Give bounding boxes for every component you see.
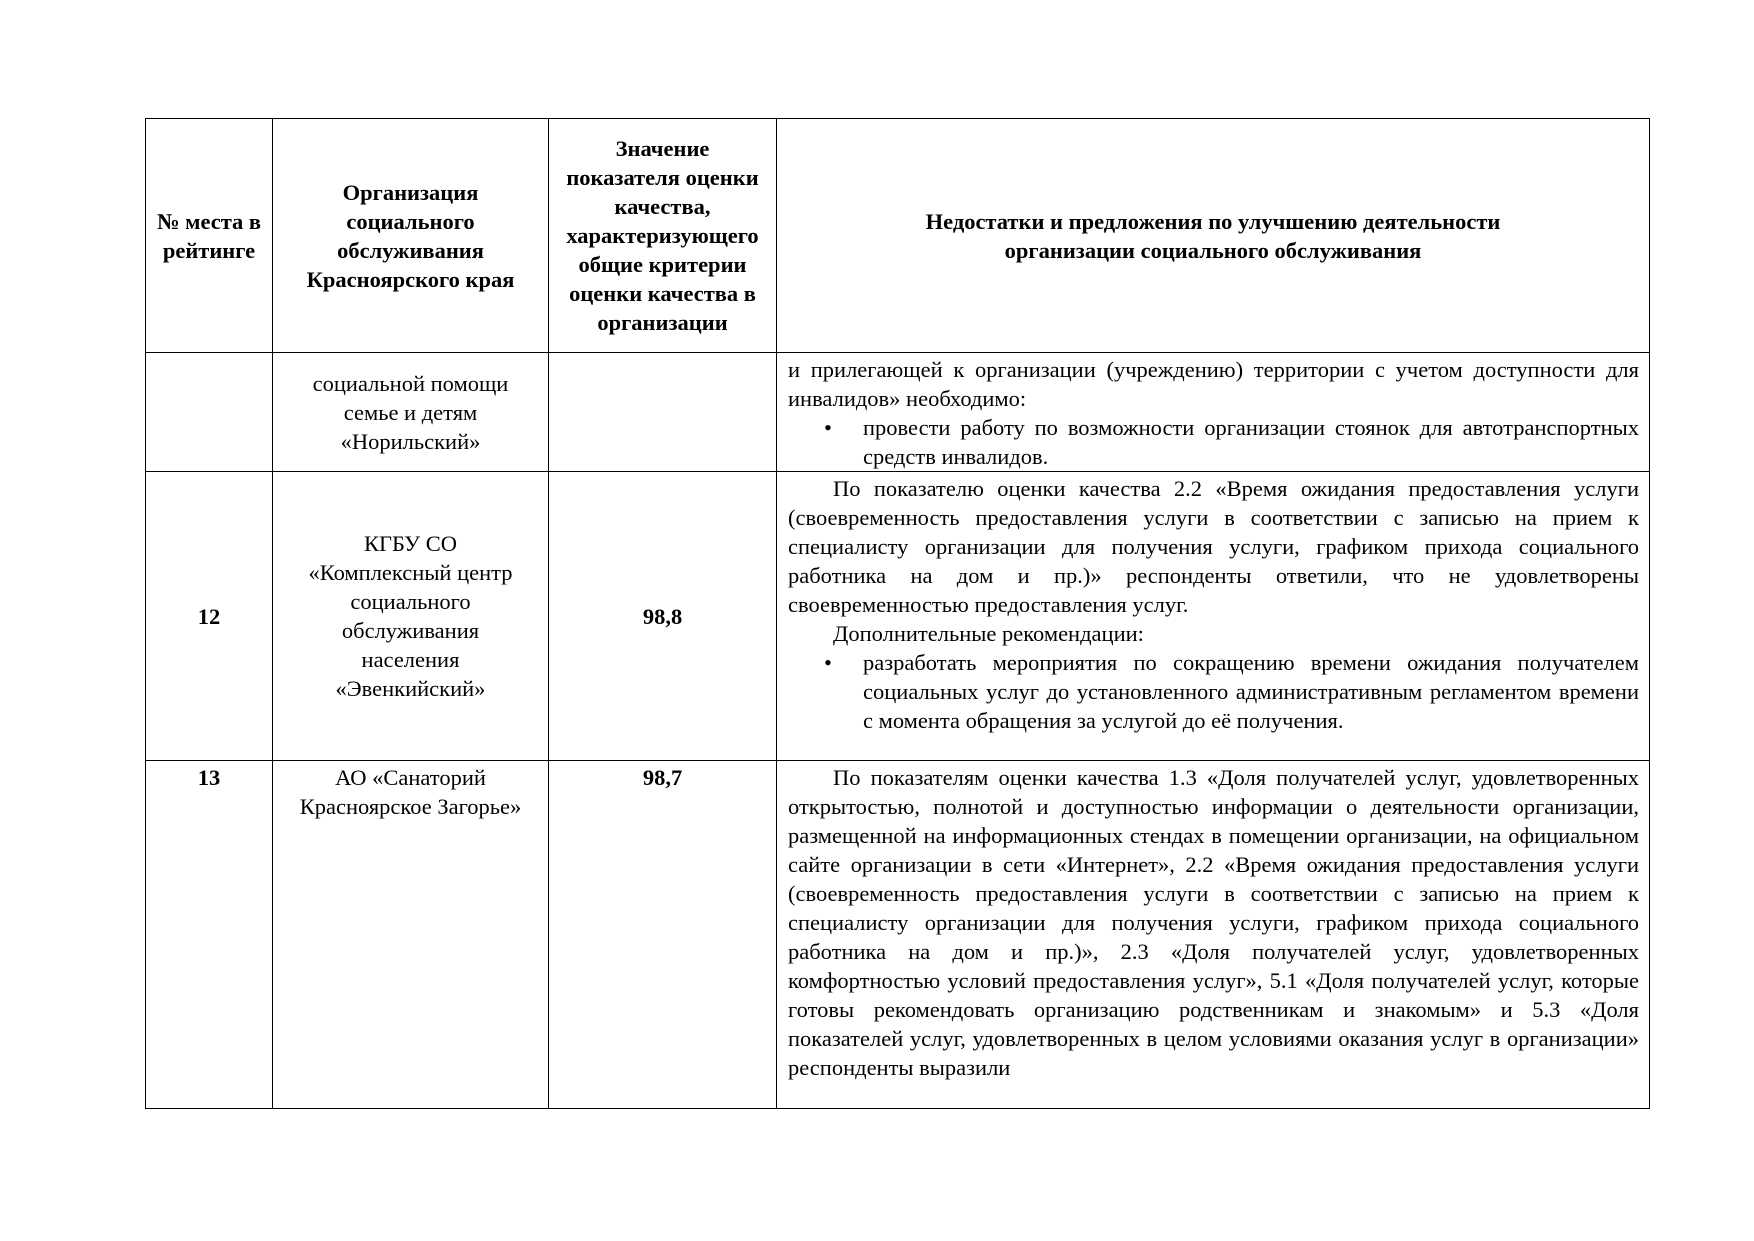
org-cell: [273, 761, 549, 1109]
recommendation-list: [788, 648, 1639, 735]
recommendation-list: [788, 413, 1639, 471]
org-line: населения: [361, 647, 460, 672]
header-org: Организация социального обслуживания Красноярского края: [273, 119, 549, 353]
score-cell: 98,7: [549, 761, 777, 1109]
table-row: [146, 472, 1650, 761]
org-cell: [273, 472, 549, 761]
notes-paragraph: и прилегающей к организации (учреждению) территории с учетом доступности для инвалидов» необходимо:: [788, 357, 1639, 411]
org-line: социального: [350, 589, 471, 614]
org-line: «Комплексный центр: [308, 560, 513, 585]
org-cell: [273, 353, 549, 472]
notes-cell: [777, 761, 1650, 1109]
org-line: Красноярское Загорье»: [299, 794, 522, 819]
notes-paragraph: По показателям оценки качества 1.3 «Доля получателей услуг, удовлетворенных открытостью, полнотой и доступностью информации о деятельности организации, размещенной на информационных стендах в помещении организации, на официальном сайте организации в сети «Интернет», 2.2 «Время ожидания предоставления услуги (своевременность предоставления услуги в соответствии с записью на прием к специалисту организации для получения услуги, графиком прихода социального работника на дом и пр.)», 2.3 «Доля получателей услуг, удовлетворенных комфортностью условий предоставления услуг», 5.1 «Доля получателей услуг, которые готовы рекомендовать организацию родственникам и знакомым» и 5.3 «Доля показателей услуг, удовлетворенных в целом условиями оказания услуг в организации» респонденты выразили: [788, 765, 1639, 1080]
org-line: КГБУ СО: [364, 531, 457, 556]
org-line: социальной помощи: [312, 371, 509, 396]
notes-cell: [777, 353, 1650, 472]
table-header-row: [146, 119, 1650, 353]
rank-cell: 12: [146, 472, 273, 761]
org-line: семье и детям: [343, 400, 478, 425]
org-line: АО «Санаторий: [335, 765, 486, 790]
header-score: Значение показателя оценки качества, характеризующего общие критерии оценки качества в организации: [549, 119, 777, 353]
header-notes: [777, 119, 1650, 353]
header-notes-line1: Недостатки и предложения по улучшению деятельности: [925, 208, 1501, 234]
notes-cell: [777, 472, 1650, 761]
header-notes-line2: организации социального обслуживания: [1004, 237, 1422, 263]
org-line: обслуживания: [341, 618, 480, 643]
table-row: [146, 353, 1650, 472]
org-line: «Норильский»: [340, 429, 481, 454]
notes-paragraph: По показателю оценки качества 2.2 «Время ожидания предоставления услуги (своевременность предоставления услуги в соответствии с записью на прием к специалисту организации для получения услуги, графиком прихода социального работника на дом и пр.)» респонденты ответили, что не удовлетворены своевременностью предоставления услуг.: [788, 476, 1639, 617]
score-cell: 98,8: [549, 472, 777, 761]
notes-subheading: Дополнительные рекомендации:: [833, 621, 1144, 646]
score-cell: [549, 353, 777, 472]
list-item: • разработать мероприятия по сокращению времени ожидания получателем социальных услуг до установленного административным регламентом времени с момента обращения за услугой до её получения.: [863, 648, 1639, 735]
rank-cell: 13: [146, 761, 273, 1109]
rating-table: [145, 118, 1650, 1109]
org-line: «Эвенкийский»: [335, 676, 486, 701]
list-item: • провести работу по возможности организации стоянок для автотранспортных средств инвалидов.: [863, 413, 1639, 471]
header-rank: № места в рейтинге: [146, 119, 273, 353]
rank-cell: [146, 353, 273, 472]
table-row: [146, 761, 1650, 1109]
